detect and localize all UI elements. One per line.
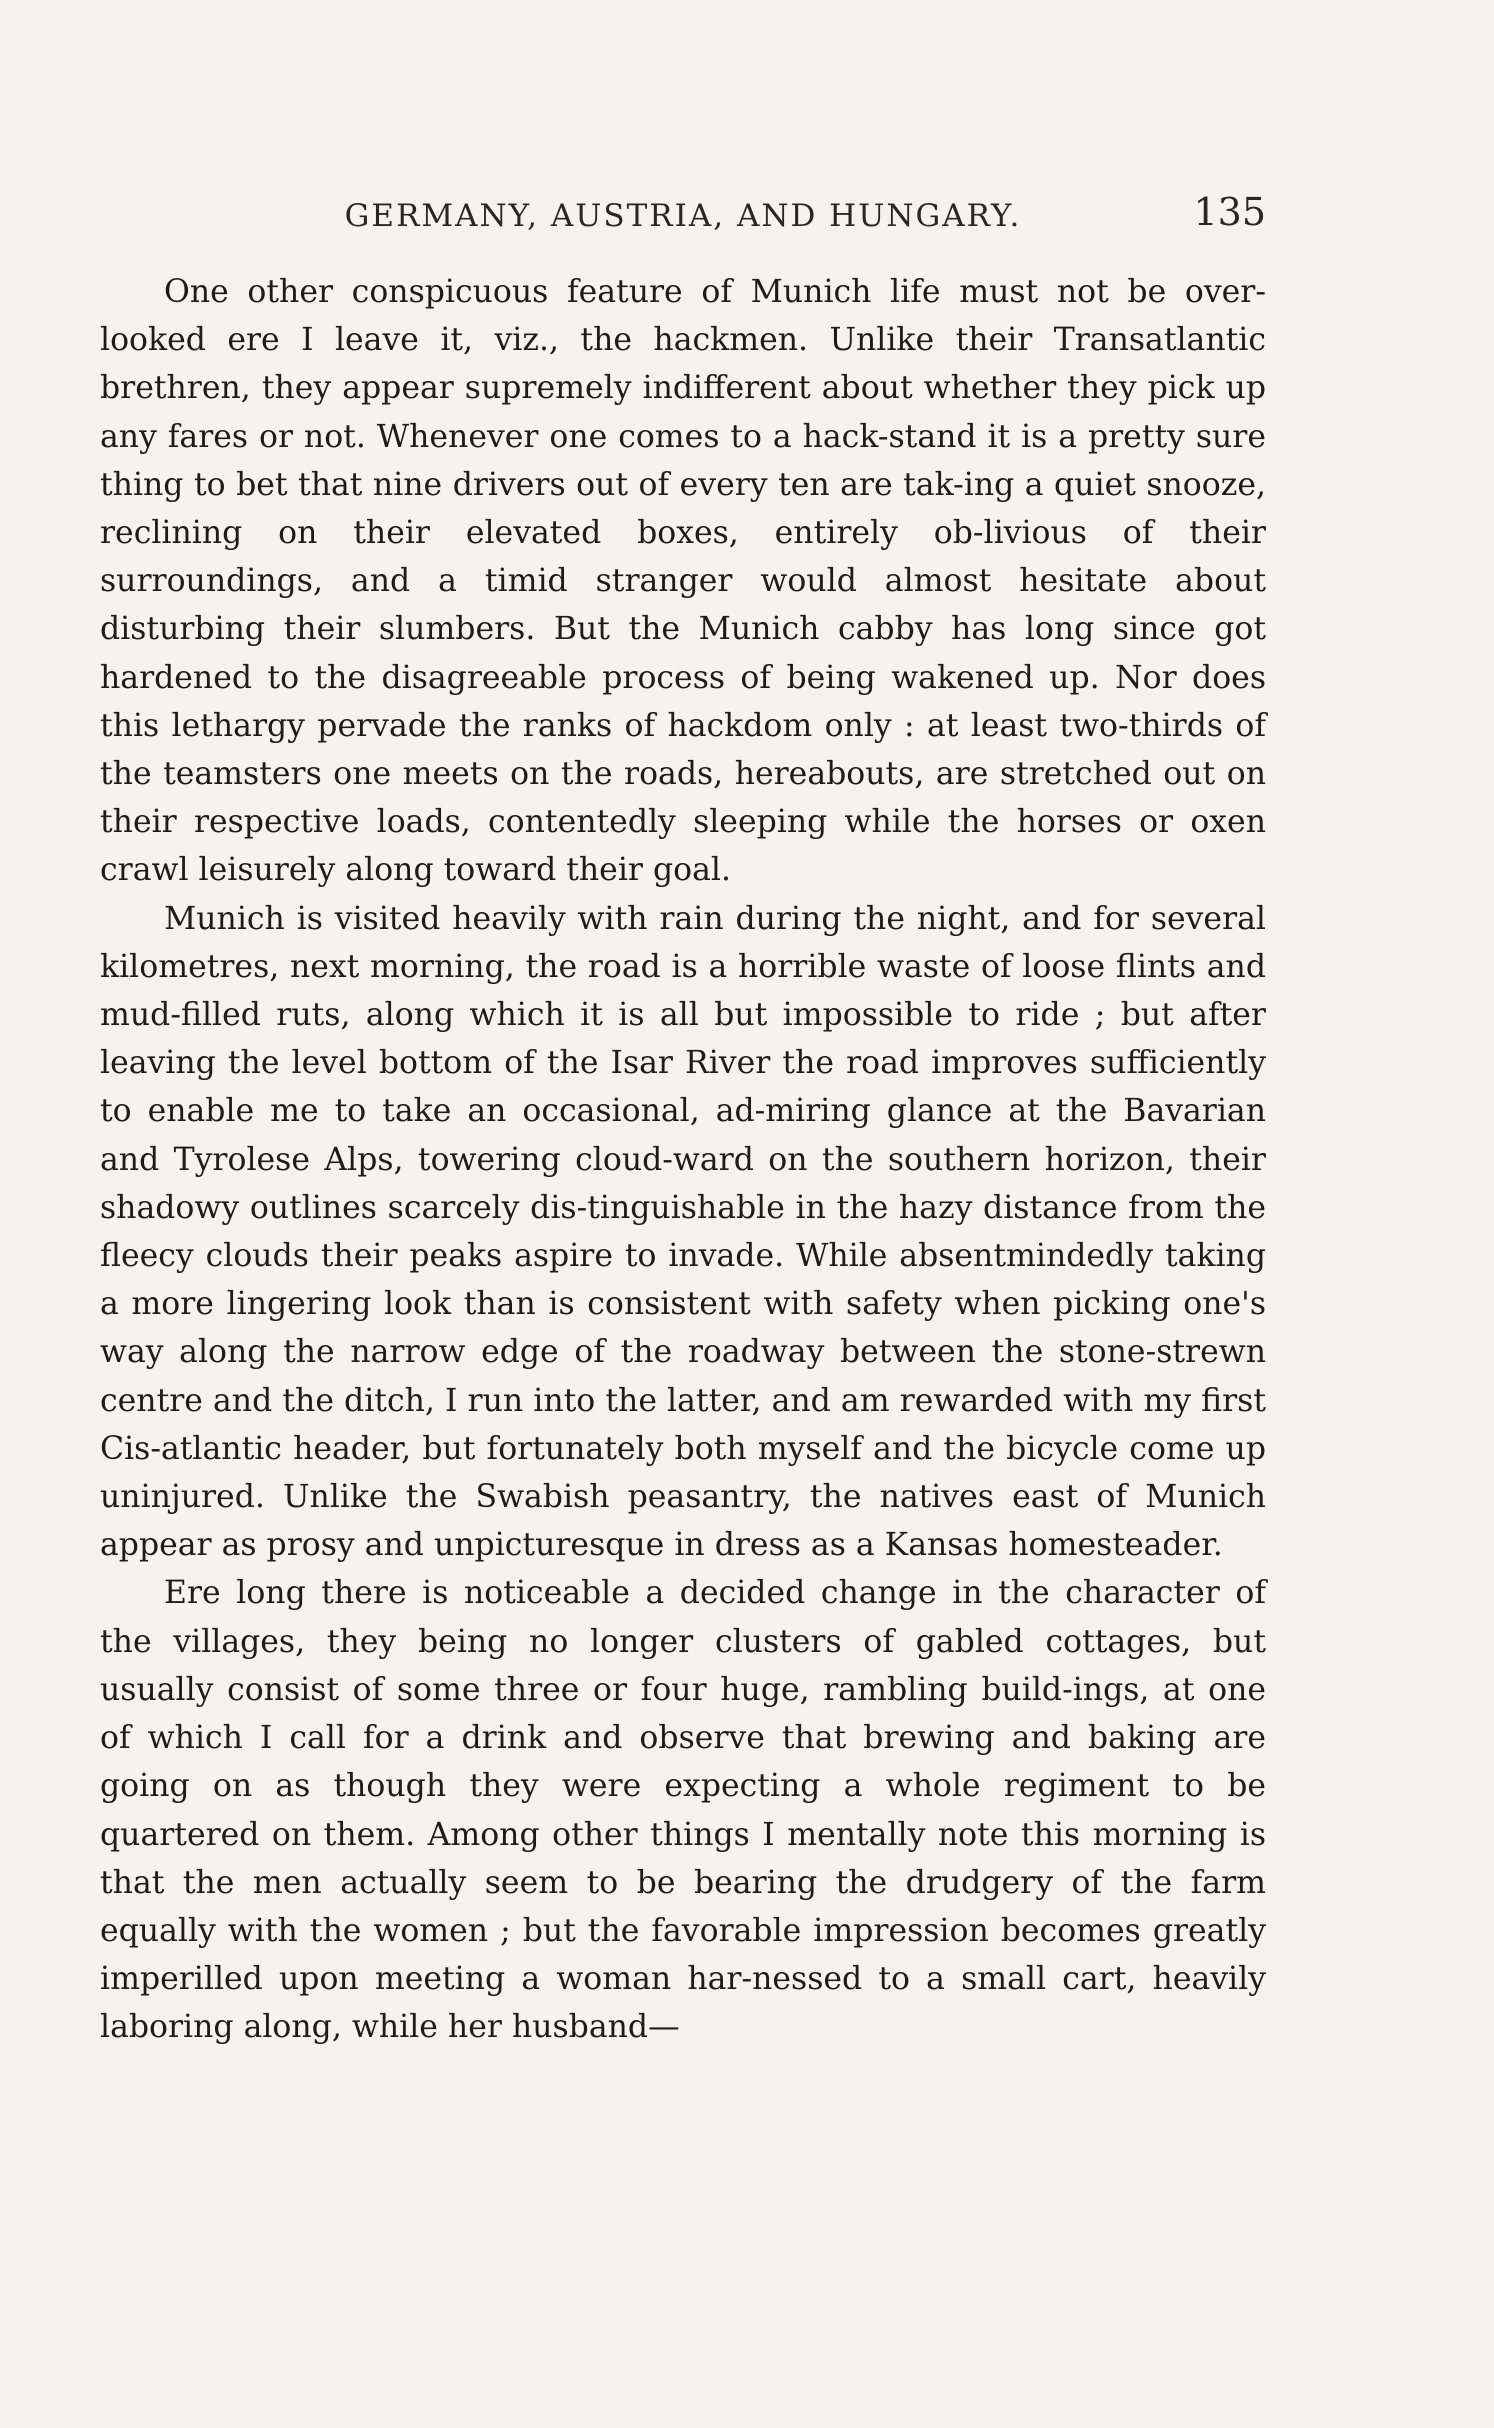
paragraph: One other conspicuous feature of Munich life must not be over-looked ere I leave it, viz., the hackmen. Unlike their Transatlantic brethren, they appear supremely indifferent about whether they pick up any fares or not. Whenever one comes to a hack-stand it is a pretty sure thing to bet that nine drivers out of every ten are tak-ing a quiet snooze, reclining on their elevated boxes, entirely ob-livious of their surroundings, and a timid stranger would almost hesitate about disturbing their slumbers. But the Munich cabby has long since got hardened to the disagreeable process of being wakened up. Nor does this lethargy pervade the ranks of hackdom only : at least two-thirds of the teamsters one meets on the roads, hereabouts, are stretched out on their respective loads, contentedly sleeping while the horses or oxen crawl leisurely along toward their goal. <box>100 274 1266 889</box>
running-head-title: GERMANY, AUSTRIA, AND HUNGARY. <box>344 198 1022 234</box>
page-number: 135 <box>1193 190 1266 234</box>
paragraph: Munich is visited heavily with rain during the night, and for several kilometres, next morning, the road is a horrible waste of loose flints and mud-filled ruts, along which it is all but impossible to ride ; but after leaving the level bottom of the Isar River the road improves sufficiently to enable me to take an occasional, ad-miring glance at the Bavarian and Tyrolese Alps, towering cloud-ward on the southern horizon, their shadowy outlines scarcely dis-tinguishable in the hazy distance from the fleecy clouds their peaks aspire to invade. While absentmindedly taking a more lingering look than is consistent with safety when picking one's way along the narrow edge of the roadway between the stone-strewn centre and the ditch, I run into the latter, and am rewarded with my first Cis-atlantic header, but fortunately both myself and the bicycle come up uninjured. Unlike the Swabish peasantry, the natives east of Munich appear as prosy and unpicturesque in dress as a Kansas homesteader. <box>100 900 1266 1564</box>
running-head <box>100 186 1266 240</box>
body-text <box>100 268 1266 2052</box>
paragraph: Ere long there is noticeable a decided change in the character of the villages, they being no longer clusters of gabled cottages, but usually consist of some three or four huge, rambling build-ings, at one of which I call for a drink and observe that brewing and baking are going on as though they were expecting a whole regiment to be quartered on them. Among other things I mentally note this morning is that the men actually seem to be bearing the drudgery of the farm equally with the women ; but the favorable impression becomes greatly imperilled upon meeting a woman har-nessed to a small cart, heavily laboring along, while her husband— <box>100 1575 1266 2046</box>
